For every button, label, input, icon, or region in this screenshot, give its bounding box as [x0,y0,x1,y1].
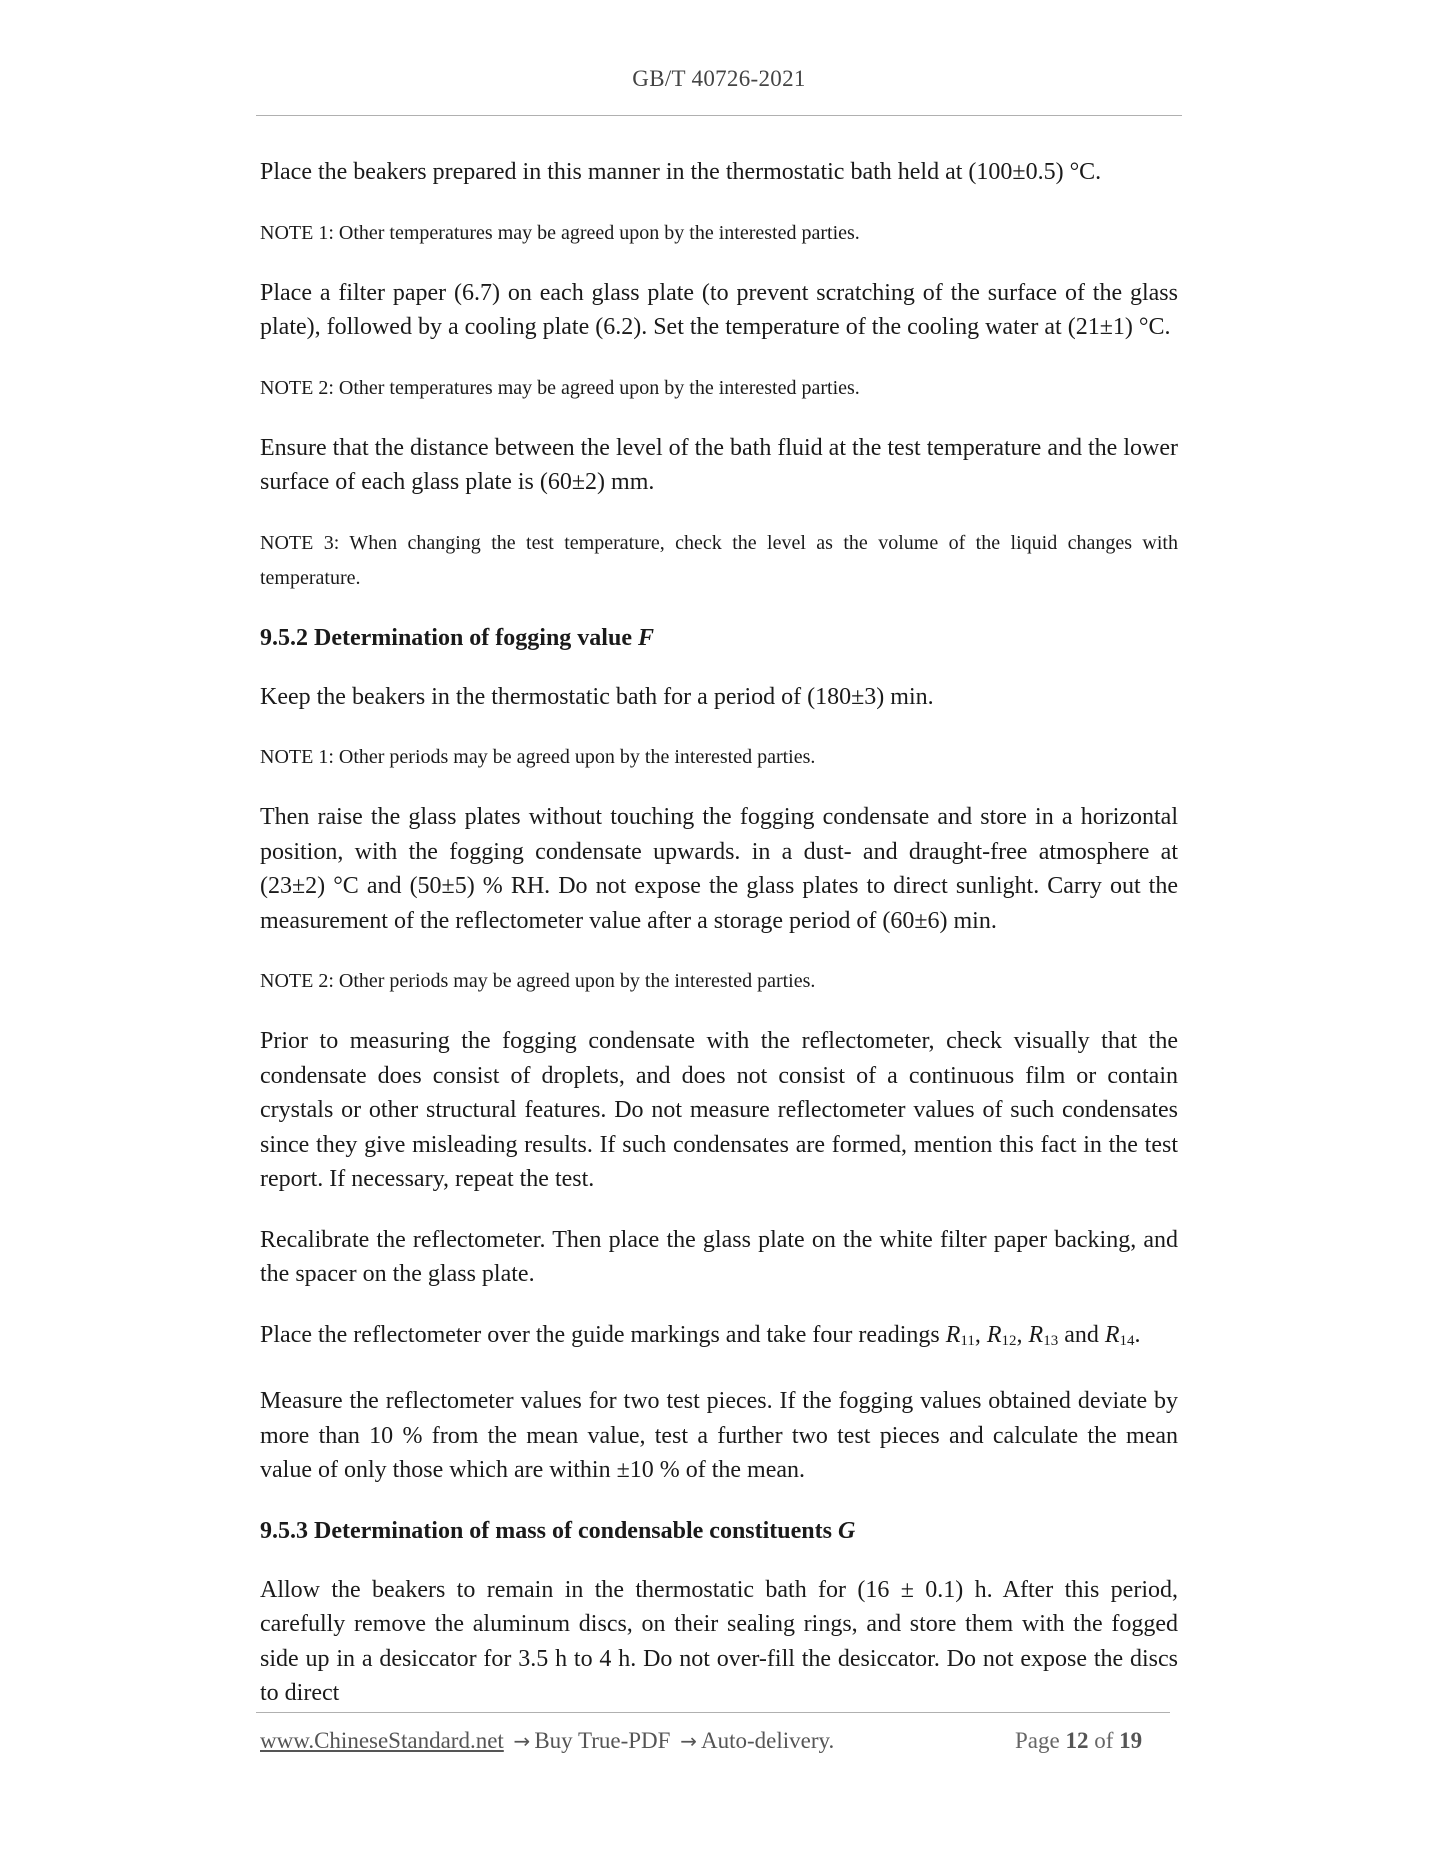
arrow-right-icon: → [680,1729,697,1753]
total-pages: 19 [1119,1728,1143,1753]
note-temperatures-1: NOTE 1: Other temperatures may be agreed upon by the interested parties. [260,221,860,244]
document-header: GB/T 40726-2021 [632,66,806,91]
reading-subscript: 11 [960,1332,975,1349]
reading-subscript: 14 [1119,1332,1135,1349]
current-page: 12 [1065,1728,1089,1753]
page-number [1015,1728,1142,1754]
header-divider [256,115,1182,116]
reading-subscript: 12 [1001,1332,1017,1349]
reading-r-symbol: R [1028,1321,1044,1348]
of-label: of [1094,1728,1114,1753]
paragraph-raise-plates: Then raise the glass plates without touching the fogging condensate and store in a horizontal position, with the fogging condensate upwards. in a dust- and draught-free atmosphere at (23±2) °C and (50±5) % RH. Do not expose the glass plates to direct sunlight. Carry out the measurement of the reflectometer value after a storage period of (60±6) min. [260,804,1178,934]
readings-and: and [1058,1321,1105,1348]
readings-end: . [1134,1321,1141,1348]
readings-separator: , [1016,1321,1029,1348]
paragraph-two-test-pieces: Measure the reflectometer values for two test pieces. If the fogging values obtained deviate by more than 10 % from the mean value, test a further two test pieces and calculate the mean value of only those which are within ±10 % of the mean. [260,1388,1178,1483]
chinesestandard-link[interactable]: www.ChineseStandard.net [260,1728,504,1753]
section-heading-variable: F [637,624,654,651]
reading-r-symbol: R [986,1321,1002,1348]
footer-divider [256,1712,1170,1713]
section-heading-variable: G [837,1517,856,1544]
paragraph-aluminum-discs: Allow the beakers to remain in the thermostatic bath for (16 ± 0.1) h. After this period, carefully remove the aluminum discs, on their sealing rings, and store them with the fogged side up in a desiccator for 3.5 h to 4 h. Do not over-fill the desiccator. Do not expose the discs to direct [260,1576,1178,1706]
auto-delivery-text: Auto-delivery. [700,1728,835,1753]
paragraph-keep-beakers: Keep the beakers in the thermostatic bath for a period of (180±3) min. [260,683,934,710]
readings-text: Place the reflectometer over the guide markings and take four readings [260,1321,946,1348]
footer-promo [260,1728,834,1754]
paragraph-beakers-bath: Place the beakers prepared in this manner in the thermostatic bath held at (100±0.5) °C. [260,159,1102,185]
note-periods-2: NOTE 2: Other periods may be agreed upon by the interested parties. [260,970,816,992]
document-body [260,155,1178,1737]
paragraph-prior-measuring: Prior to measuring the fogging condensate with the reflectometer, check visually that the condensate does consist of droplets, and does not consist of a continuous film or contain crystals or other structural features. Do not measure reflectometer values of such condensates since they give misleading results. If such condensates are formed, mention this fact in the test report. If necessary, repeat the test. [260,1028,1178,1192]
reading-subscript: 13 [1043,1332,1059,1349]
note-periods-1: NOTE 1: Other periods may be agreed upon by the interested parties. [260,746,816,768]
buy-true-pdf-text: Buy True-PDF [534,1728,671,1753]
section-heading-9-5-2 [260,621,1178,655]
note-temperatures-2: NOTE 2: Other temperatures may be agreed upon by the interested parties. [260,376,860,399]
section-heading-text: 9.5.2 Determination of fogging value [260,624,638,651]
paragraph-filter-paper: Place a filter paper (6.7) on each glass plate (to prevent scratching of the surface of the glass plate), followed by a cooling plate (6.2). Set the temperature of the cooling water at (21±1) °C. [260,279,1178,340]
paragraph-recalibrate: Recalibrate the reflectometer. Then place the glass plate on the white filter paper backing, and the spacer on the glass plate. [260,1226,1178,1287]
paragraph-four-readings [260,1318,1178,1359]
note-test-temperature: NOTE 3: When changing the test temperature, check the level as the volume of the liquid changes with temperature. [260,531,1178,589]
reading-r-symbol: R [945,1321,961,1348]
readings-separator: , [974,1321,987,1348]
section-heading-9-5-3 [260,1514,1178,1548]
paragraph-bath-level: Ensure that the distance between the level of the bath fluid at the test temperature and the lower surface of each glass plate is (60±2) mm. [260,434,1178,495]
arrow-right-icon: → [513,1729,531,1753]
page-label: Page [1015,1728,1060,1753]
reading-r-symbol: R [1104,1321,1120,1348]
section-heading-text: 9.5.3 Determination of mass of condensable constituents [260,1517,838,1544]
